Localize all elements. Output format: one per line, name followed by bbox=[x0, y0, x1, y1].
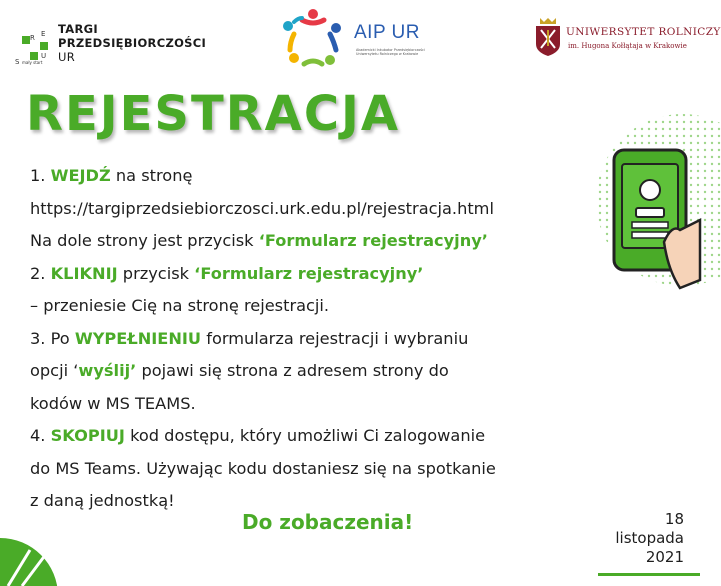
step-3-text: kodów w MS TEAMS. bbox=[30, 393, 196, 413]
targi-logo bbox=[14, 18, 224, 66]
form-button-name: ‘Formularz rejestracyjny’ bbox=[258, 231, 488, 250]
step-text: kod dostępu, który umożliwi Ci zalogowanie bbox=[130, 426, 486, 445]
date-underline bbox=[598, 573, 700, 576]
step-4-text-end: z daną jednostką! bbox=[30, 491, 175, 510]
event-date bbox=[615, 510, 684, 567]
targi-mark-icon bbox=[14, 28, 54, 68]
step-number: 1. bbox=[30, 166, 46, 185]
step-text: na stronę bbox=[115, 166, 193, 185]
step-number: 2. bbox=[30, 263, 46, 283]
university-logo-title: UNIWERSYTET ROLNICZY bbox=[566, 26, 721, 38]
page-title: REJESTRACJA bbox=[26, 86, 401, 142]
aip-logo-title: AIP UR bbox=[354, 22, 421, 43]
step-1-note bbox=[30, 225, 590, 258]
step-4-line bbox=[30, 420, 590, 453]
corner-decoration bbox=[0, 536, 70, 586]
event-date-year: 2021 bbox=[645, 548, 684, 566]
targi-mark-letter: R bbox=[30, 34, 35, 42]
submit-option-name: wyślij’ bbox=[78, 361, 137, 380]
step-text: Na dole strony jest przycisk bbox=[30, 231, 254, 250]
registration-steps bbox=[30, 160, 590, 518]
event-date-day: 18 bbox=[664, 510, 684, 528]
closing-message: Do zobaczenia! bbox=[242, 510, 414, 534]
step-2-line bbox=[30, 258, 590, 291]
targi-mark-letter: U bbox=[41, 52, 47, 60]
step-action: WEJDŹ bbox=[50, 166, 111, 185]
step-1-line bbox=[30, 160, 590, 193]
step-3-line bbox=[30, 323, 590, 356]
targi-mark-letter: S bbox=[15, 58, 20, 66]
step-text: opcji ‘ bbox=[30, 361, 79, 380]
targi-logo-line1: TARGI bbox=[58, 22, 98, 36]
aip-logo bbox=[276, 6, 426, 72]
aip-logo-subtitle: Akademicki Inkubator Przedsiębiorczości Uniwersytetu Rolniczego w Krakowie bbox=[356, 48, 425, 56]
event-date-month: listopada bbox=[615, 529, 684, 547]
step-number: 3. Po bbox=[30, 328, 70, 348]
targi-logo-line3: UR bbox=[58, 50, 76, 64]
step-text: pojawi się strona z adresem strony do bbox=[141, 361, 449, 380]
targi-mark-small-text: mały start bbox=[22, 60, 43, 65]
registration-url[interactable]: https://targiprzedsiebiorczosci.urk.edu.pl/rejestracja.html bbox=[30, 198, 494, 218]
step-text: formularza rejestracji i wybraniu bbox=[206, 328, 469, 348]
step-4-text: do MS Teams. Używając kodu dostaniesz się na spotkanie bbox=[30, 458, 496, 478]
targi-logo-line2: PRZEDSIĘBIORCZOŚCI bbox=[58, 36, 207, 50]
targi-mark-letter: E bbox=[41, 30, 46, 38]
step-2-text: – przeniesie Cię na stronę rejestracji. bbox=[30, 296, 330, 315]
phone-hand-illustration bbox=[584, 120, 700, 300]
targi-logo-text bbox=[58, 22, 206, 64]
step-action: WYPEŁNIENIU bbox=[74, 328, 202, 348]
step-action: SKOPIUJ bbox=[50, 426, 125, 445]
step-action: KLIKNIJ bbox=[50, 263, 118, 283]
form-button-name: ‘Formularz rejestracyjny’ bbox=[194, 263, 424, 283]
step-3-line-2 bbox=[30, 355, 590, 388]
university-crest-icon bbox=[534, 16, 562, 56]
step-number: 4. bbox=[30, 426, 46, 445]
university-logo bbox=[534, 16, 721, 60]
university-logo-subtitle: im. Hugona Kołłątaja w Krakowie bbox=[568, 42, 687, 50]
step-text: przycisk bbox=[122, 263, 190, 283]
aip-people-circle-icon bbox=[276, 6, 350, 72]
